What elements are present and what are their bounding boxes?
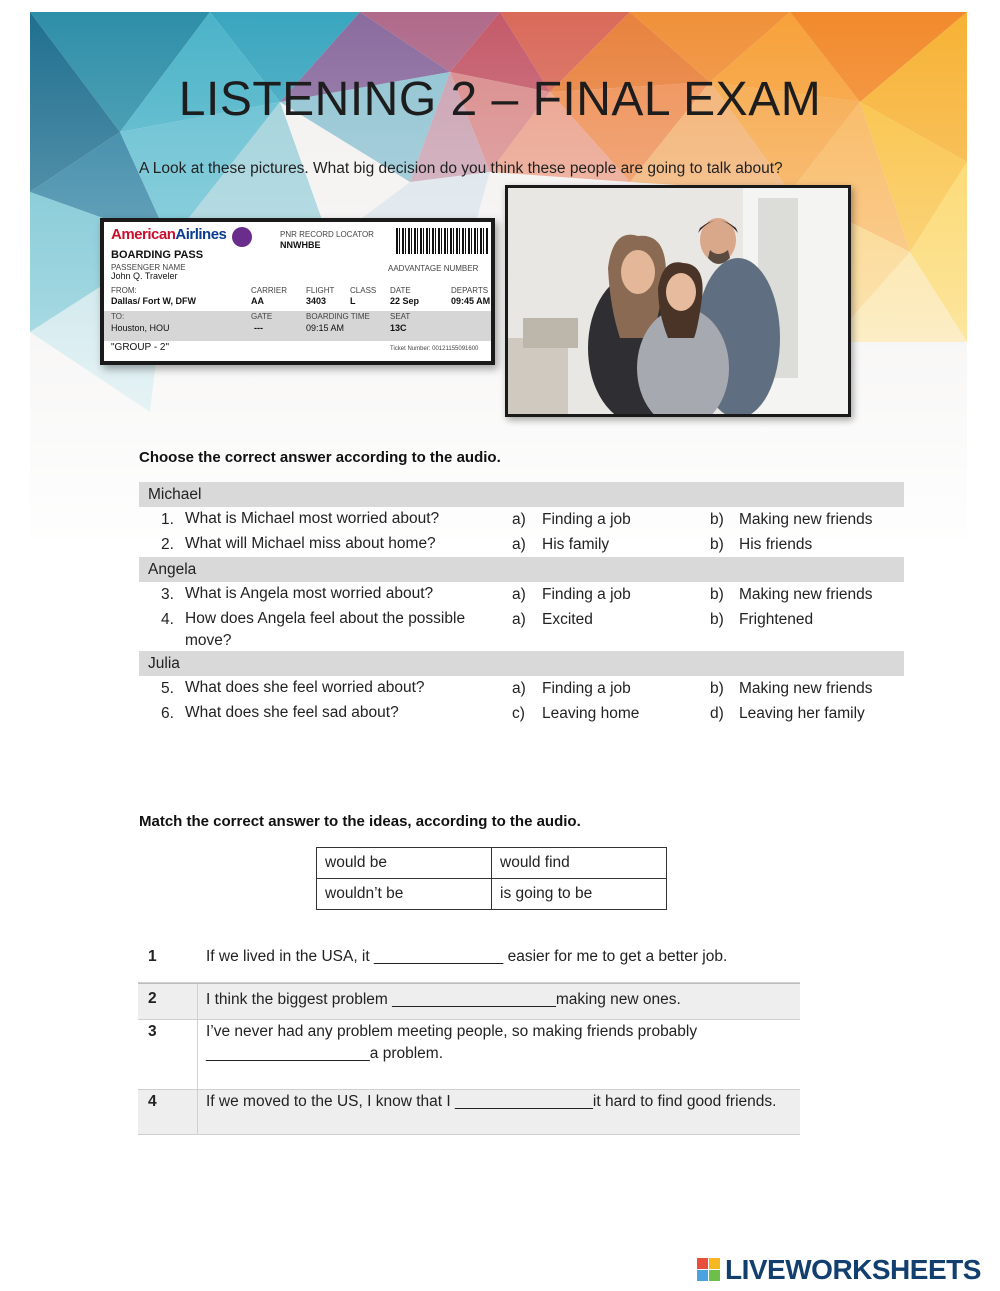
option-b[interactable]: His friends — [739, 536, 813, 553]
bp-heading: BOARDING PASS — [111, 249, 204, 261]
boarding-pass-image — [100, 218, 495, 365]
bp-departs: 09:45 AM — [451, 296, 491, 306]
divider — [197, 1020, 198, 1089]
option-b[interactable]: Making new friends — [739, 511, 873, 528]
question-row — [139, 701, 904, 726]
question-row — [139, 507, 904, 532]
fill-item — [138, 939, 800, 983]
word-bank — [316, 847, 667, 910]
bp-flight-label: FLIGHT — [306, 286, 335, 295]
bp-gate-label: GATE — [251, 312, 273, 321]
bp-to-label: TO: — [111, 312, 125, 321]
option-b-letter: b) — [710, 680, 724, 697]
question-row — [139, 607, 904, 651]
section1-heading: Choose the correct answer according to the audio. — [139, 449, 501, 466]
option-b-letter: d) — [710, 705, 724, 722]
bp-boarding-label: BOARDING TIME — [306, 312, 370, 321]
word-bank-cell: would find — [492, 848, 667, 879]
question-row — [139, 676, 904, 701]
fill-item-text[interactable]: If we lived in the USA, it _______________ easier for me to get a better job. — [206, 948, 728, 965]
divider — [197, 984, 198, 1019]
question-row — [139, 532, 904, 557]
section-julia: Julia — [139, 651, 904, 676]
fill-item — [138, 1020, 800, 1090]
fill-item-text[interactable]: I’ve never had any problem meeting people, so making friends probably ___________________a problem. — [206, 1023, 698, 1062]
option-b[interactable]: Making new friends — [739, 586, 873, 603]
bp-seat: 13C — [390, 323, 407, 333]
bp-passenger-label: PASSENGER NAME — [111, 263, 186, 272]
question-text: How does Angela feel about the possible move? — [185, 610, 466, 649]
bp-date-label: DATE — [390, 286, 411, 295]
bp-from-label: FROM: — [111, 286, 137, 295]
fill-item-text[interactable]: If we moved to the US, I know that I ________________it hard to find good friends. — [206, 1093, 777, 1110]
fill-item-number: 1 — [148, 948, 157, 965]
question-row — [139, 582, 904, 607]
bp-group: "GROUP - 2" — [111, 342, 170, 353]
bp-passenger: John Q. Traveler — [111, 271, 178, 281]
airline-logo: AmericanAirlines — [111, 226, 227, 243]
option-a[interactable]: His family — [542, 536, 610, 553]
option-b-letter: b) — [710, 511, 724, 528]
option-a[interactable]: Finding a job — [542, 511, 631, 528]
option-a-letter: c) — [512, 705, 525, 722]
word-bank-row — [317, 879, 667, 910]
question-text: What does she feel sad about? — [185, 704, 399, 721]
bp-departs-label: DEPARTS — [451, 286, 489, 295]
question-text: What is Angela most worried about? — [185, 585, 434, 602]
option-b-letter: b) — [710, 586, 724, 603]
section-michael: Michael — [139, 482, 904, 507]
bp-carrier-label: CARRIER — [251, 286, 288, 295]
question-list — [139, 482, 904, 726]
fill-item — [138, 1090, 800, 1135]
option-a[interactable]: Finding a job — [542, 680, 631, 697]
question-number: 4. — [161, 611, 174, 628]
fill-item-number: 2 — [148, 990, 157, 1007]
option-a[interactable]: Finding a job — [542, 586, 631, 603]
section2-heading: Match the correct answer to the ideas, according to the audio. — [139, 813, 581, 830]
bp-pnr: NNWHBE — [280, 240, 321, 250]
bp-ticket: Ticket Number: 00121155091600 — [390, 346, 479, 352]
question-text: What does she feel worried about? — [185, 679, 425, 696]
option-a-letter: a) — [512, 611, 526, 628]
bp-to: Houston, HOU — [111, 323, 170, 333]
bp-class-label: CLASS — [350, 286, 377, 295]
option-a[interactable]: Leaving home — [542, 705, 640, 722]
brand-name: LIVEWORKSHEETS — [725, 1254, 981, 1285]
option-a-letter: a) — [512, 586, 526, 603]
divider — [197, 1090, 198, 1134]
question-number: 1. — [161, 511, 174, 528]
question-number: 3. — [161, 586, 174, 603]
bp-from: Dallas/ Fort W, DFW — [111, 296, 197, 306]
question-number: 2. — [161, 536, 174, 553]
word-bank-cell: wouldn’t be — [317, 879, 492, 910]
option-a[interactable]: Excited — [542, 611, 593, 628]
fill-in-list — [138, 939, 800, 1135]
intro-text: A Look at these pictures. What big decision do you think these people are going to talk about? — [139, 160, 783, 177]
bp-aadvantage-label: AADVANTAGE NUMBER — [388, 264, 479, 273]
bp-flight: 3403 — [306, 296, 327, 306]
question-number: 6. — [161, 705, 174, 722]
fill-item — [138, 983, 800, 1020]
bp-carrier: AA — [251, 296, 264, 306]
question-text: What is Michael most worried about? — [185, 510, 440, 527]
question-number: 5. — [161, 680, 174, 697]
family-photo — [505, 185, 851, 417]
option-b[interactable]: Leaving her family — [739, 705, 865, 722]
bp-date: 22 Sep — [390, 296, 420, 306]
question-text: What will Michael miss about home? — [185, 535, 436, 552]
option-b-letter: b) — [710, 611, 724, 628]
bp-boarding: 09:15 AM — [306, 323, 345, 333]
bp-class: L — [350, 296, 356, 306]
option-a-letter: a) — [512, 680, 526, 697]
word-bank-cell: would be — [317, 848, 492, 879]
liveworksheets-icon — [697, 1258, 721, 1282]
oneworld-icon — [232, 227, 252, 247]
word-bank-cell: is going to be — [492, 879, 667, 910]
barcode-icon — [396, 228, 488, 254]
bp-gate: --- — [254, 323, 263, 333]
option-b-letter: b) — [710, 536, 724, 553]
page-title: LISTENING 2 – FINAL EXAM — [178, 73, 822, 126]
bp-seat-label: SEAT — [390, 312, 411, 321]
option-a-letter: a) — [512, 536, 526, 553]
fill-item-number: 3 — [148, 1023, 157, 1040]
section-angela: Angela — [139, 557, 904, 582]
word-bank-row — [317, 848, 667, 879]
fill-item-number: 4 — [148, 1093, 157, 1110]
family-illustration — [508, 188, 848, 414]
bp-pnr-label: PNR RECORD LOCATOR — [280, 230, 374, 239]
option-b[interactable]: Frightened — [739, 611, 814, 628]
fill-item-text[interactable]: I think the biggest problem ___________________making new ones. — [206, 991, 681, 1008]
option-a-letter: a) — [512, 511, 526, 528]
option-b[interactable]: Making new friends — [739, 680, 873, 697]
